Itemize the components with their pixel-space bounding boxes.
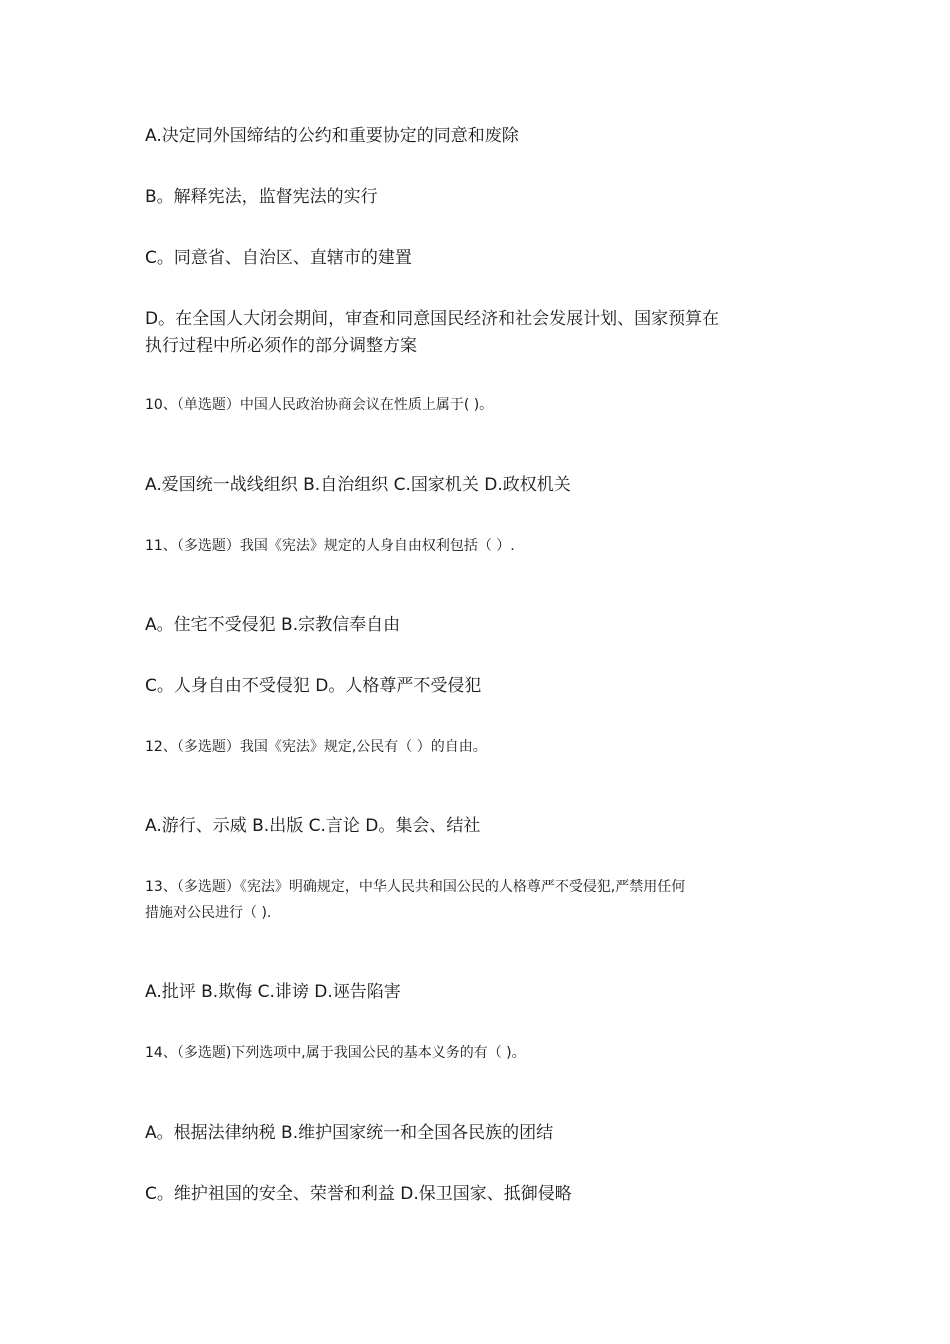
question-line: 11、（多选题）我国《宪法》规定的人身自由权利包括（ ）. <box>145 538 515 554</box>
question-line: 10、（单选题）中国人民政治协商会议在性质上属于( )。 <box>145 397 494 413</box>
question-line: 13、（多选题）《宪法》明确规定，中华人民共和国公民的人格尊严不受侵犯,严禁用任何 <box>145 879 686 895</box>
option-line: A.决定同外国缔结的公约和重要协定的同意和废除 <box>145 126 519 146</box>
option-line: A.爱国统一战线组织 B.自治组织 C.国家机关 D.政权机关 <box>145 475 571 495</box>
question-line: 12、（多选题）我国《宪法》规定,公民有（ ）的自由。 <box>145 739 487 755</box>
option-line: A.游行、示威 B.出版 C.言论 D。集会、结社 <box>145 816 481 836</box>
question-line: 14、（多选题)下列选项中,属于我国公民的基本义务的有（ )。 <box>145 1045 526 1061</box>
option-line: C。维护祖国的安全、荣誉和利益 D.保卫国家、抵御侵略 <box>145 1184 572 1204</box>
option-line: A.批评 B.欺侮 C.诽谤 D.诬告陷害 <box>145 982 401 1002</box>
option-line: C。同意省、自治区、直辖市的建置 <box>145 248 412 268</box>
option-line: A。根据法律纳税 B.维护国家统一和全国各民族的团结 <box>145 1123 554 1143</box>
option-line: A。住宅不受侵犯 B.宗教信奉自由 <box>145 615 401 635</box>
option-line: D。在全国人大闭会期间，审查和同意国民经济和社会发展计划、国家预算在 <box>145 309 720 329</box>
option-line: C。人身自由不受侵犯 D。人格尊严不受侵犯 <box>145 676 482 696</box>
option-line: B。解释宪法，监督宪法的实行 <box>145 187 378 207</box>
question-line: 措施对公民进行（ ). <box>145 905 272 921</box>
option-line: 执行过程中所必须作的部分调整方案 <box>145 336 417 356</box>
